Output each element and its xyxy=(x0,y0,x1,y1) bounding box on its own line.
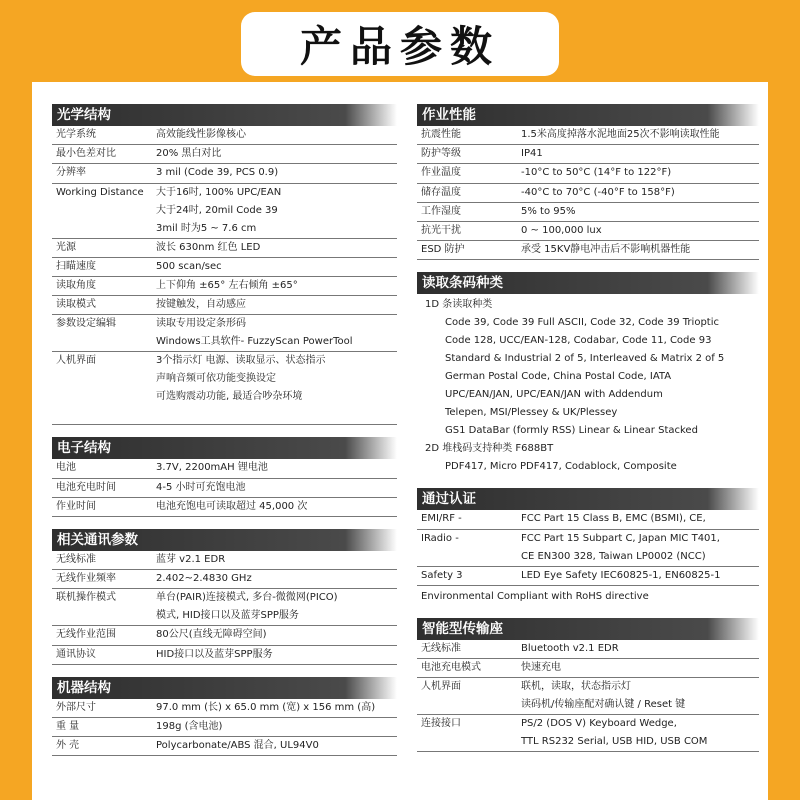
spec-key: 抗光干扰 xyxy=(417,222,517,241)
spec-row xyxy=(417,566,759,585)
spec-key: Working Distance xyxy=(52,183,152,238)
spec-value-line: 电池充饱电可读取超过 45,000 次 xyxy=(156,500,308,512)
spec-key: 读取角度 xyxy=(52,277,152,296)
spec-table xyxy=(417,126,759,260)
spec-value xyxy=(152,699,397,718)
spec-row xyxy=(52,126,397,145)
spec-value xyxy=(152,126,397,145)
code-list-line: PDF417, Micro PDF417, Codablock, Composite xyxy=(445,461,677,473)
spec-key: 通讯协议 xyxy=(52,645,152,664)
spec-value xyxy=(517,126,759,145)
spec-row xyxy=(52,551,397,570)
spec-value-line: 单台(PAIR)连接模式, 多台-微微网(PICO) xyxy=(156,592,338,604)
spec-key: 电池充电模式 xyxy=(417,659,517,678)
spec-key: 扫瞄速度 xyxy=(52,257,152,276)
spec-value-line: 联机，读取，状态指示灯 xyxy=(521,681,631,693)
code-list-line: UPC/EAN/JAN, UPC/EAN/JAN with Addendum xyxy=(445,389,663,401)
spec-value xyxy=(152,459,397,478)
spec-value xyxy=(152,589,397,626)
spec-value-line: 500 scan/sec xyxy=(156,260,222,272)
spec-key: 抗震性能 xyxy=(417,126,517,145)
spec-row xyxy=(52,257,397,276)
spec-value xyxy=(152,296,397,315)
section-heading: 智能型传输座 xyxy=(417,618,759,640)
spec-table xyxy=(52,459,397,517)
section-heading: 电子结构 xyxy=(52,437,397,459)
spec-value xyxy=(517,566,759,585)
spec-key: 储存温度 xyxy=(417,183,517,202)
spec-value-line: PS/2 (DOS V) Keyboard Wedge, xyxy=(521,718,677,730)
code-list-line: Code 128, UCC/EAN-128, Codabar, Code 11, Code 93 xyxy=(445,335,712,347)
spec-key: 作业时间 xyxy=(52,497,152,516)
spec-row xyxy=(52,478,397,497)
spec-value-line: 承受 15KV静电冲击后不影响机器性能 xyxy=(521,244,691,256)
spec-value xyxy=(152,145,397,164)
spec-value-line: 3 mil (Code 39, PCS 0.9) xyxy=(156,167,279,179)
spec-key: 重 量 xyxy=(52,718,152,737)
spec-value xyxy=(517,715,759,752)
spec-row xyxy=(52,352,397,425)
spec-key: 无线标准 xyxy=(417,640,517,659)
spec-value xyxy=(517,659,759,678)
spec-value-line xyxy=(156,406,393,424)
title-banner xyxy=(241,12,559,76)
cert-footer: Environmental Compliant with RoHS directive xyxy=(421,590,649,602)
spec-value-line: 0 ~ 100,000 lux xyxy=(521,225,602,237)
spec-value-line: 高效能线性影像核心 xyxy=(156,129,246,140)
spec-key: 无线标准 xyxy=(52,551,152,570)
spec-value xyxy=(517,145,759,164)
spec-row xyxy=(52,183,397,238)
spec-row xyxy=(52,497,397,516)
spec-row xyxy=(417,510,759,529)
spec-value xyxy=(152,570,397,589)
spec-key: 最小色差对比 xyxy=(52,145,152,164)
spec-row xyxy=(417,659,759,678)
spec-value-line: 可选购震动功能, 最适合吵杂环境 xyxy=(156,391,303,403)
spec-value-line: 1.5米高度掉落水泥地面25次不影响读取性能 xyxy=(521,129,720,140)
spec-row xyxy=(52,699,397,718)
spec-value-line: 5% to 95% xyxy=(521,205,576,217)
spec-value-line: 波长 630nm 红色 LED xyxy=(156,241,261,253)
spec-value-line: 97.0 mm (长) x 65.0 mm (宽) x 156 mm (高) xyxy=(156,701,376,713)
spec-value xyxy=(517,241,759,260)
spec-key: 读取模式 xyxy=(52,296,152,315)
spec-table xyxy=(417,640,759,752)
spec-value-line: Polycarbonate/ABS 混合, UL94V0 xyxy=(156,740,319,752)
code-list-line: German Postal Code, China Postal Code, IATA xyxy=(445,371,672,383)
spec-row xyxy=(417,202,759,221)
spec-value-line: 按键触发，自动感应 xyxy=(156,299,246,311)
spec-row xyxy=(52,718,397,737)
spec-key: ESD 防护 xyxy=(417,241,517,260)
spec-key: 无线作业范围 xyxy=(52,626,152,645)
spec-value-line: 大于16吋, 100% UPC/EAN xyxy=(156,186,282,198)
spec-key: EMI/RF - xyxy=(417,510,517,529)
section-heading: 读取条码种类 xyxy=(417,272,759,294)
spec-value-line: 模式, HID接口以及蓝芽SPP服务 xyxy=(156,610,299,622)
code-list-line: Standard & Industrial 2 of 5, Interleaved & Matrix 2 of 5 xyxy=(445,353,725,365)
spec-table xyxy=(52,699,397,757)
spec-value xyxy=(152,626,397,645)
spec-row xyxy=(52,145,397,164)
spec-key: IRadio - xyxy=(417,529,517,566)
spec-value xyxy=(517,510,759,529)
spec-value xyxy=(152,183,397,238)
spec-key: 分辨率 xyxy=(52,164,152,183)
spec-value-line: TTL RS232 Serial, USB HID, USB COM xyxy=(521,736,708,748)
spec-row xyxy=(417,640,759,659)
spec-key: 参数设定编辑 xyxy=(52,315,152,352)
spec-row xyxy=(52,589,397,626)
code-list-line: 2D 堆栈码支持种类 F688BT xyxy=(425,443,554,455)
spec-value xyxy=(517,164,759,183)
right-column xyxy=(417,104,759,764)
spec-value-line: 3mil 时为5 ~ 7.6 cm xyxy=(156,222,257,234)
spec-key: 工作湿度 xyxy=(417,202,517,221)
left-column xyxy=(52,104,397,768)
spec-value xyxy=(517,183,759,202)
spec-row xyxy=(52,737,397,756)
spec-row xyxy=(52,164,397,183)
spec-value-line: HID接口以及蓝芽SPP服务 xyxy=(156,648,273,660)
spec-key: 电池充电时间 xyxy=(52,478,152,497)
spec-value-line: 快速充电 xyxy=(521,662,561,674)
spec-row xyxy=(417,126,759,145)
spec-key: 外部尺寸 xyxy=(52,699,152,718)
spec-row xyxy=(417,164,759,183)
spec-row xyxy=(52,459,397,478)
spec-row xyxy=(52,277,397,296)
spec-key: 连接接口 xyxy=(417,715,517,752)
barcode-types-section xyxy=(417,272,759,476)
spec-value xyxy=(517,678,759,715)
spec-value xyxy=(517,202,759,221)
spec-row xyxy=(52,315,397,352)
section-heading: 通过认证 xyxy=(417,488,759,510)
spec-value-line: 大于24吋, 20mil Code 39 xyxy=(156,204,278,216)
spec-key: 光学系统 xyxy=(52,126,152,145)
spec-row xyxy=(417,241,759,260)
spec-value xyxy=(152,277,397,296)
spec-value-line: 上下仰角 ±65° 左右倾角 ±65° xyxy=(156,280,298,292)
spec-key: 联机操作模式 xyxy=(52,589,152,626)
section-heading: 机器结构 xyxy=(52,677,397,699)
spec-value-line: FCC Part 15 Subpart C, Japan MIC T401, xyxy=(521,532,720,544)
spec-value-line: 蓝芽 v2.1 EDR xyxy=(156,554,226,566)
spec-value-line: 198g (含电池) xyxy=(156,721,223,733)
spec-value xyxy=(152,478,397,497)
spec-sheet xyxy=(32,82,768,800)
spec-value-line: 读取专用设定条形码 xyxy=(156,318,246,330)
page-title: 产品参数 xyxy=(299,22,500,71)
code-list-line: 1D 条读取种类 xyxy=(425,299,493,311)
spec-value xyxy=(152,238,397,257)
spec-row xyxy=(52,238,397,257)
spec-value xyxy=(152,315,397,352)
code-list-line: Code 39, Code 39 Full ASCII, Code 32, Code 39 Trioptic xyxy=(445,317,719,329)
spec-value-line: 3.7V, 2200mAH 锂电池 xyxy=(156,462,268,474)
section-heading: 光学结构 xyxy=(52,104,397,126)
comm-section xyxy=(52,529,397,665)
spec-row xyxy=(52,570,397,589)
spec-row xyxy=(417,678,759,715)
spec-row xyxy=(52,296,397,315)
spec-value-line: -10°C to 50°C (14°F to 122°F) xyxy=(521,167,672,179)
spec-table xyxy=(417,510,759,585)
spec-row xyxy=(417,529,759,566)
spec-value-line: 20% 黑白对比 xyxy=(156,148,222,160)
spec-value xyxy=(152,551,397,570)
spec-value-line: -40°C to 70°C (-40°F to 158°F) xyxy=(521,186,675,198)
spec-value xyxy=(152,257,397,276)
cradle-section xyxy=(417,618,759,752)
mechanical-section xyxy=(52,677,397,757)
spec-value-line: IP41 xyxy=(521,148,543,160)
spec-value xyxy=(152,718,397,737)
spec-value xyxy=(152,497,397,516)
spec-key: 人机界面 xyxy=(417,678,517,715)
spec-row xyxy=(52,626,397,645)
spec-table xyxy=(52,126,397,425)
spec-key: 电池 xyxy=(52,459,152,478)
spec-value-line: LED Eye Safety IEC60825-1, EN60825-1 xyxy=(521,569,721,581)
spec-value-line: Windows工具软件- FuzzyScan PowerTool xyxy=(156,336,353,348)
spec-row xyxy=(417,183,759,202)
spec-value-line: 4-5 小时可充饱电池 xyxy=(156,481,246,493)
spec-key: 作业温度 xyxy=(417,164,517,183)
spec-value-line: 声响音频可依功能变换设定 xyxy=(156,373,276,385)
spec-value xyxy=(517,529,759,566)
spec-value-line: 80公尺(直线无障碍空间) xyxy=(156,629,267,641)
spec-value xyxy=(517,222,759,241)
code-list xyxy=(417,294,759,476)
electronic-section xyxy=(52,437,397,517)
spec-value-line: CE EN300 328, Taiwan LP0002 (NCC) xyxy=(521,550,706,562)
section-heading: 相关通讯参数 xyxy=(52,529,397,551)
spec-table xyxy=(52,551,397,665)
spec-row xyxy=(417,715,759,752)
section-heading: 作业性能 xyxy=(417,104,759,126)
spec-value xyxy=(152,645,397,664)
spec-value xyxy=(152,164,397,183)
spec-row xyxy=(417,222,759,241)
code-list-line: GS1 DataBar (formly RSS) Linear & Linear Stacked xyxy=(445,425,698,437)
spec-key: 光源 xyxy=(52,238,152,257)
spec-value-line: Bluetooth v2.1 EDR xyxy=(521,642,619,654)
code-list-line: Telepen, MSI/Plessey & UK/Plessey xyxy=(445,407,618,419)
spec-key: 无线作业频率 xyxy=(52,570,152,589)
spec-row xyxy=(417,145,759,164)
certification-section xyxy=(417,488,759,605)
optical-section xyxy=(52,104,397,425)
spec-value xyxy=(152,737,397,756)
spec-value xyxy=(152,352,397,425)
performance-section xyxy=(417,104,759,260)
spec-key: Safety 3 xyxy=(417,566,517,585)
spec-key: 防护等级 xyxy=(417,145,517,164)
spec-value xyxy=(517,640,759,659)
spec-key: 外 壳 xyxy=(52,737,152,756)
spec-key: 人机界面 xyxy=(52,352,152,425)
spec-value-line: FCC Part 15 Class B, EMC (BSMI), CE, xyxy=(521,513,706,525)
spec-value-line: 3个指示灯 电源、读取显示、状态指示 xyxy=(156,355,326,367)
spec-value-line: 2.402~2.4830 GHz xyxy=(156,573,252,585)
spec-row xyxy=(52,645,397,664)
spec-value-line: 读码机/传输座配对确认键 / Reset 键 xyxy=(521,699,686,711)
